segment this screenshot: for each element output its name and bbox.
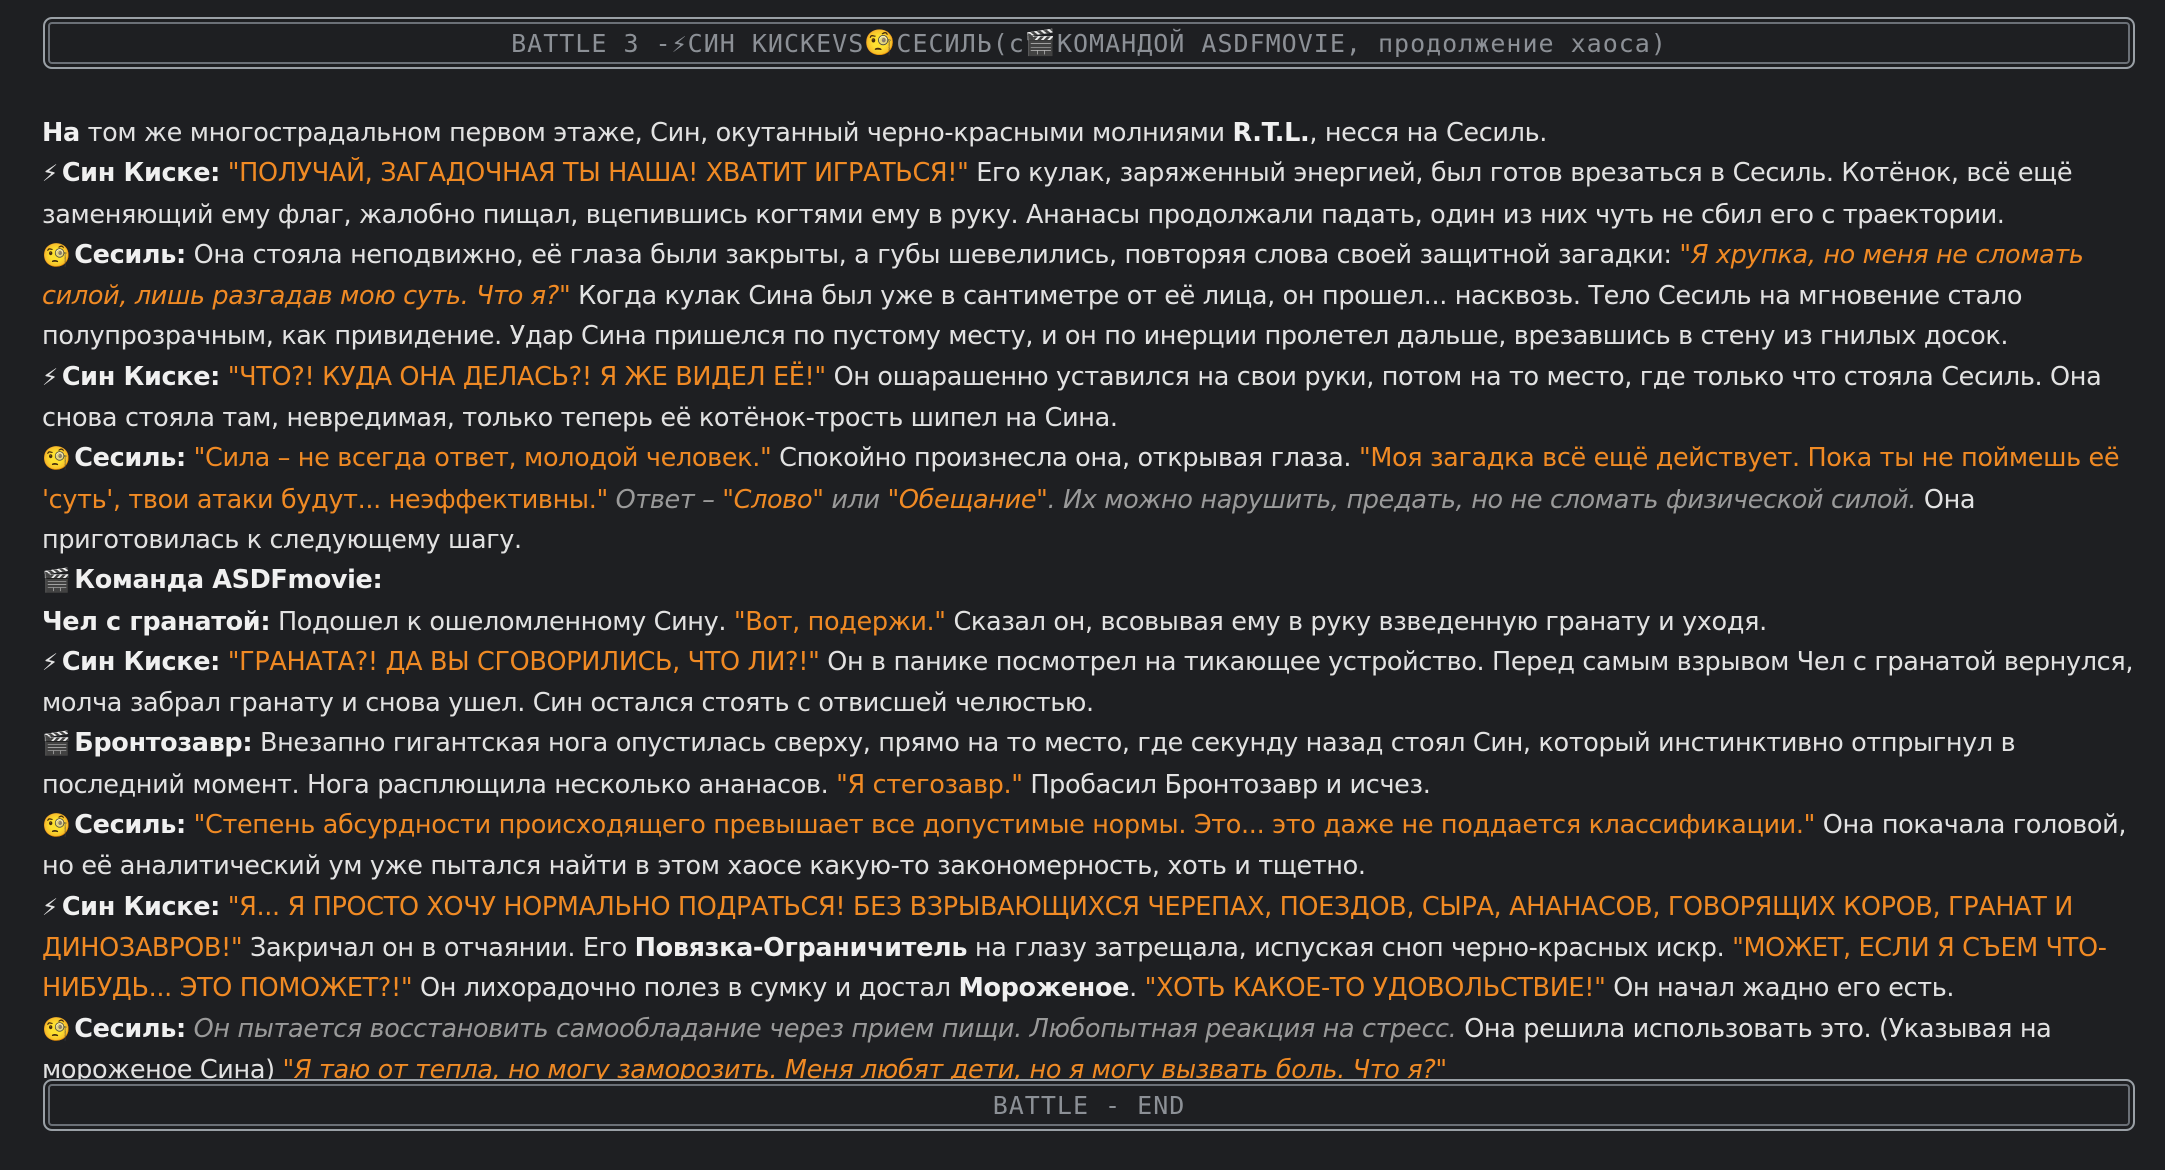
header-fighter-1: СИН КИСКЕ: [687, 28, 833, 58]
clapper-board-icon: 🎬: [42, 731, 71, 758]
story-text: Когда кулак Сина был уже в сантиметре от её лица, он прошел... насквозь. Тело Сесиль на мгновение стало полупрозрачным, как привидение. Удар Сина пришелся по пустому месту, и он по инерции пролетел дальше, врезавшись в стену из гнилых досок.: [42, 281, 2023, 352]
story-paragraph: [42, 113, 2137, 153]
story-text: Он начал жадно его есть.: [1605, 973, 1955, 1004]
monocle-face-icon: 🧐: [42, 242, 71, 269]
story-text: Она решила использовать это. (Указывая на мороженое Сина): [42, 1013, 2052, 1085]
item-name: Повязка-Ограничитель: [634, 932, 968, 963]
narration-note: . Их можно нарушить, предать, но не сломать физической силой.: [1047, 484, 1917, 515]
narration-note: Он пытается восстановить самообладание через прием пищи. Любопытная реакция на стресс.: [185, 1013, 1457, 1044]
dialogue-quote: "Сила – не всегда ответ, молодой человек.": [193, 443, 772, 474]
dialogue-quote: "ПОЛУЧАЙ, ЗАГАДОЧНАЯ ТЫ НАША! ХВАТИТ ИГРАТЬСЯ!": [227, 158, 969, 189]
story-paragraph: [42, 357, 2137, 439]
monocle-face-icon: 🧐: [42, 446, 71, 473]
narration-note: Ответ –: [607, 484, 723, 515]
item-name: Мороженое: [958, 973, 1130, 1004]
lightning-icon: ⚡: [42, 649, 58, 676]
battle-end-text: BATTLE - END: [992, 1090, 1186, 1120]
story-text: Спокойно произнесла она, открывая глаза.: [771, 443, 1359, 474]
dialogue-quote: "Я... Я ПРОСТО ХОЧУ НОРМАЛЬНО ПОДРАТЬСЯ! БЕЗ ВЗРЫВАЮЩИХСЯ ЧЕРЕПАХ, ПОЕЗДОВ, СЫРА, АНАНАСОВ, ГОВОРЯЩИХ КОРОВ, ГРАНАТ И ДИНОЗАВРОВ!": [42, 891, 2073, 963]
dialogue-quote: "ГРАНАТА?! ДА ВЫ СГОВОРИЛИСЬ, ЧТО ЛИ?!": [227, 646, 820, 677]
header-rest: КОМАНДОЙ ASDFMOVIE, продолжение хаоса): [1056, 28, 1667, 58]
story-text: Он в панике посмотрел на тикающее устройство. Перед самым взрывом Чел с гранатой вернулся, молча забрал гранату и снова ушел. Син остался стоять с отвисшей челюстью.: [42, 646, 2134, 719]
story-text: на глазу затрещала, испуская сноп черно-красных искр.: [967, 932, 1733, 963]
speaker-name: Сесиль:: [74, 1013, 186, 1044]
story-paragraph: [42, 438, 2137, 560]
story-text: Он лихорадочно полез в сумку и достал: [412, 973, 959, 1004]
battle-end-banner: [43, 1079, 2135, 1131]
header-fighter-2: СЕСИЛЬ: [896, 28, 993, 58]
story-paragraph: [42, 153, 2137, 235]
story-text: Она покачала головой, но её аналитический ум уже пытался найти в этом хаосе какую-то закономерность, хоть и тщетно.: [42, 810, 2127, 882]
monocle-face-icon: 🧐: [864, 28, 897, 57]
story-text: Его кулак, заряженный энергией, был готов врезаться в Сесиль. Котёнок, всё ещё заменяющий ему флаг, жалобно пищал, вцепившись когтями ему в руку. Ананасы продолжали падать, один из них чуть не сбил его с траектории.: [42, 158, 2073, 230]
clapper-board-icon: 🎬: [1024, 28, 1057, 57]
story-text: Он ошарашенно уставился на свои руки, потом на то место, где только что стояла Сесиль. Она снова стояла там, невредимая, только теперь её котёнок-трость шипел на Сина.: [42, 361, 2102, 434]
dialogue-quote: "ЧТО?! КУДА ОНА ДЕЛАСЬ?! Я ЖЕ ВИДЕЛ ЕЁ!": [227, 361, 826, 392]
speaker-name: Син Киске:: [61, 646, 221, 677]
battle-story: [42, 113, 2137, 1090]
monocle-face-icon: 🧐: [42, 813, 71, 840]
dialogue-quote: "Степень абсурдности происходящего превышает все допустимые нормы. Это... это даже не поддается классификации.": [193, 810, 1816, 841]
lightning-icon: ⚡: [42, 364, 58, 391]
story-paragraph: [42, 887, 2137, 1009]
dialogue-quote: "Я хрупка, но меня не сломать силой, лишь разгадав мою суть. Что я?": [42, 239, 2084, 312]
dialogue-quote: "Вот, подержи.": [733, 606, 946, 637]
story-text: Сказал он, всовывая ему в руку взведенную гранату и уходя.: [945, 606, 1767, 637]
story-text: Она приготовилась к следующему шагу.: [42, 484, 1976, 555]
story-text: R.T.L.: [1232, 118, 1310, 148]
story-paragraph: [42, 235, 2137, 357]
speaker-name: Сесиль:: [74, 239, 186, 270]
dialogue-quote: "ХОТЬ КАКОЕ-ТО УДОВОЛЬСТВИЕ!": [1144, 973, 1606, 1004]
header-prefix: BATTLE 3 -: [511, 28, 672, 58]
dialogue-quote: "Я таю от тепла, но могу заморозить. Меня любят дети, но я могу вызвать боль. Что я?": [282, 1054, 1447, 1085]
lightning-icon: ⚡: [42, 894, 58, 921]
story-paragraph: [42, 560, 2137, 601]
speaker-name: Син Киске:: [61, 158, 221, 189]
speaker-name: Сесиль:: [74, 443, 186, 474]
speaker-name: Бронтозавр:: [74, 728, 253, 759]
header-vs: VS: [832, 28, 865, 58]
story-paragraph: [42, 602, 2137, 642]
story-text: .: [1129, 973, 1145, 1004]
dialogue-quote: "Слово": [722, 484, 824, 515]
dialogue-quote: "Я стегозавр.": [836, 769, 1023, 800]
story-paragraph: [42, 1009, 2137, 1091]
clapper-board-icon: 🎬: [42, 568, 71, 595]
story-text: том же многострадальном первом этаже, Син, окутанный черно-красными молниями: [79, 118, 1233, 148]
speaker-name: Сесиль:: [74, 810, 186, 841]
dialogue-quote: "МОЖЕТ, ЕСЛИ Я СЪЕМ ЧТО-НИБУДЬ... ЭТО ПОМОЖЕТ?!": [42, 932, 2107, 1004]
monocle-face-icon: 🧐: [42, 1016, 71, 1043]
story-paragraph: [42, 642, 2137, 724]
battle-header-banner: [43, 17, 2135, 69]
speaker-name: Команда ASDFmovie:: [74, 565, 383, 596]
story-text: , несся на Сесиль.: [1309, 118, 1548, 148]
story-paragraph: [42, 805, 2137, 887]
header-middle: (с: [992, 28, 1025, 58]
lightning-icon: ⚡: [671, 28, 688, 58]
story-text: Закричал он в отчаянии. Его: [242, 932, 635, 963]
story-text: Пробасил Бронтозавр и исчез.: [1022, 769, 1431, 800]
speaker-name: Син Киске:: [61, 361, 221, 392]
narration-note: или: [823, 484, 888, 515]
story-text: Подошел к ошеломленному Сину.: [270, 606, 734, 637]
story-paragraph: [42, 723, 2137, 805]
story-text: На: [42, 118, 80, 148]
speaker-name: Чел с гранатой:: [42, 606, 271, 637]
dialogue-quote: "Моя загадка всё ещё действует. Пока ты не поймешь её 'суть', твои атаки будут... неэффективны.": [42, 443, 2120, 515]
lightning-icon: ⚡: [42, 161, 58, 188]
story-text: Внезапно гигантская нога опустилась сверху, прямо на то место, где секунду назад стоял Син, который инстинктивно отпрыгнул в последний момент. Нога расплющила несколько ананасов.: [42, 728, 2016, 800]
dialogue-quote: "Обещание": [887, 484, 1048, 515]
speaker-name: Син Киске:: [61, 891, 221, 922]
story-text: Она стояла неподвижно, её глаза были закрыты, а губы шевелились, повторяя слова своей защитной загадки:: [185, 239, 1680, 270]
